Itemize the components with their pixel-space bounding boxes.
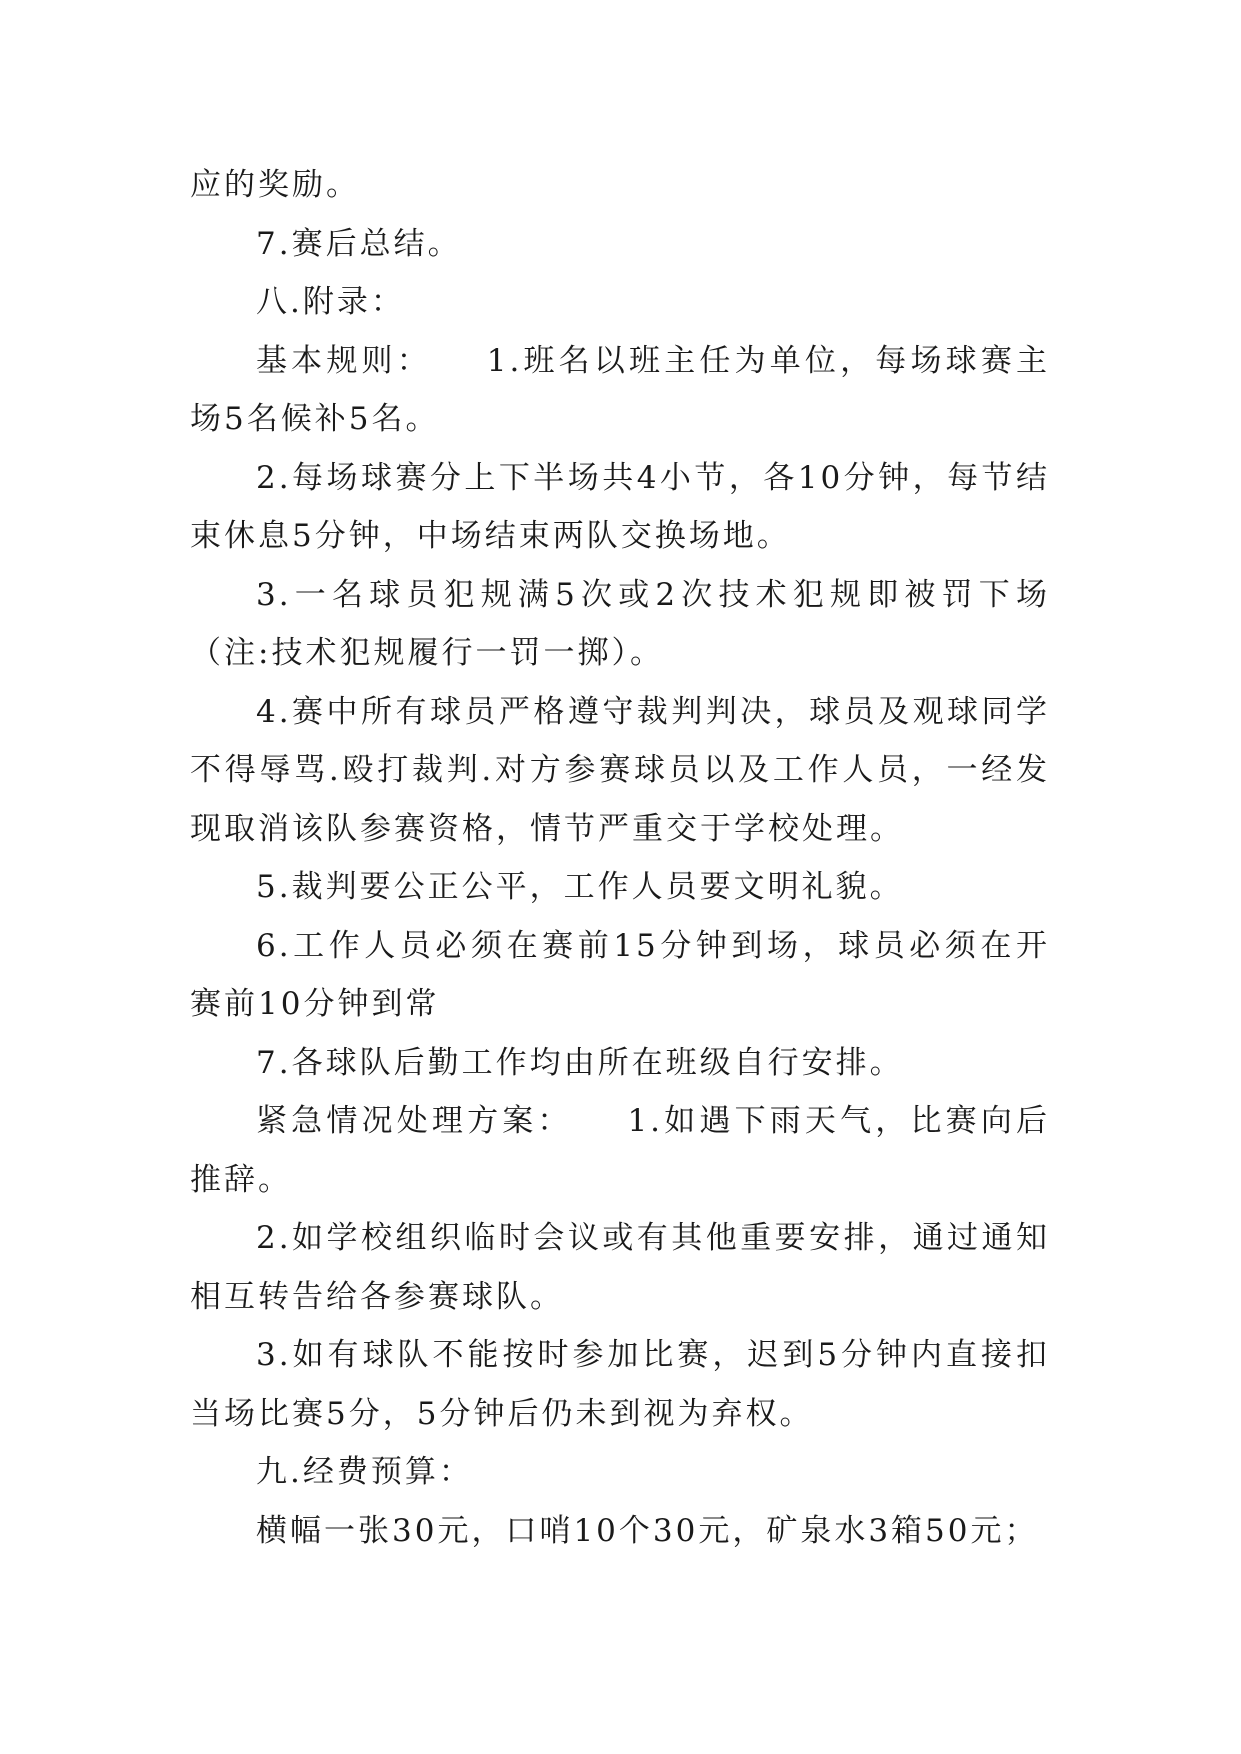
paragraph-budget-heading: 九.经费预算： — [256, 1454, 473, 1490]
paragraph-rule-4: 4.赛中所有球员严格遵守裁判判决，球员及观球同学不得辱骂.殴打裁判.对方参赛球员以及工作人员，一经发现取消该队参赛资格，情节严重交于学校处理。 — [190, 693, 1050, 847]
paragraph-rule-6: 6.工作人员必须在赛前15分钟到场，球员必须在开赛前10分钟到常 — [190, 927, 1050, 1022]
paragraph-summary: 7.赛后总结。 — [256, 225, 462, 262]
paragraph-rule-5: 5.裁判要公正公平，工作人员要文明礼貌。 — [256, 869, 904, 905]
paragraph-reward-tail: 应的奖励。 — [190, 167, 360, 203]
paragraph-basic-rule-1: 基本规则： 1.班名以班主任为单位，每场球赛主场5名候补5名。 — [190, 342, 1050, 437]
paragraph-budget-items: 横幅一张30元，口哨10个30元，矿泉水3箱50元； — [256, 1512, 1039, 1549]
paragraph-emergency-1: 紧急情况处理方案： 1.如遇下雨天气，比赛向后推辞。 — [190, 1103, 1050, 1198]
paragraph-emergency-3: 3.如有球队不能按时参加比赛，迟到5分钟内直接扣当场比赛5分，5分钟后仍未到视为弃权。 — [190, 1337, 1050, 1432]
paragraph-rule-7: 7.各球队后勤工作均由所在班级自行安排。 — [256, 1044, 904, 1081]
paragraph-appendix-heading: 八.附录： — [256, 284, 405, 320]
paragraph-rule-2: 2.每场球赛分上下半场共4小节，各10分钟，每节结束休息5分钟，中场结束两队交换场地。 — [190, 459, 1050, 554]
document-body — [190, 156, 1050, 1560]
paragraph-emergency-2: 2.如学校组织临时会议或有其他重要安排，通过通知相互转告给各参赛球队。 — [190, 1220, 1050, 1315]
paragraph-rule-3: 3.一名球员犯规满5次或2次技术犯规即被罚下场（注:技术犯规履行一罚一掷）。 — [190, 576, 1050, 671]
